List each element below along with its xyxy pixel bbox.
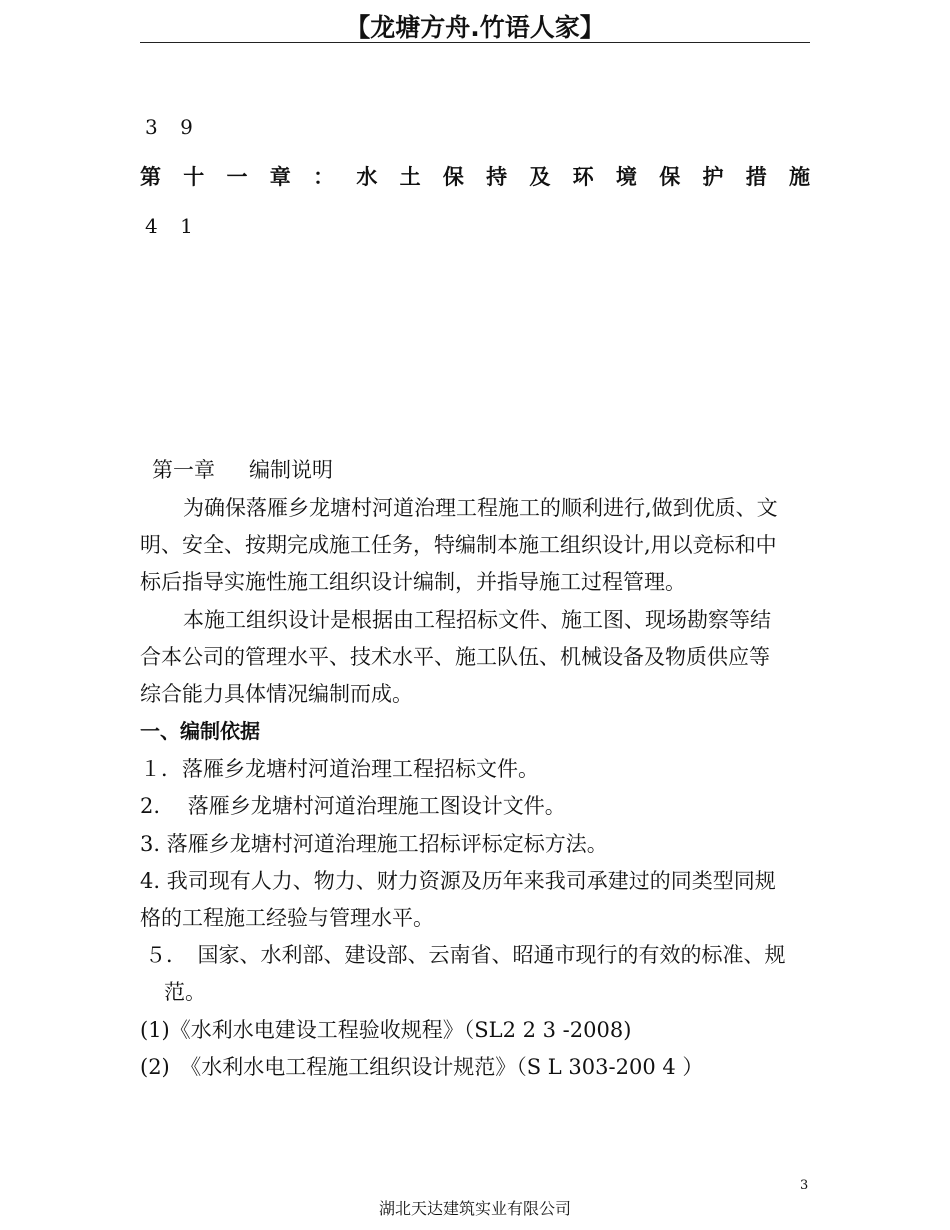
toc-chapter-char: 水 [356,164,378,189]
toc-chapter-char: 措 [745,164,767,189]
list-item: 3. 落雁乡龙塘村河道治理施工招标评标定标方法。 [140,832,608,856]
chapter-title: 编制说明 [249,458,333,482]
toc-chapter-char: 持 [486,164,508,189]
toc-chapter-eleven-title [140,161,810,191]
toc-chapter-char: 施 [788,164,810,189]
toc-chapter-char: 章 [269,164,291,189]
header-divider [140,42,810,43]
footer-company-name: 湖北天达建筑实业有限公司 [378,1199,571,1218]
list-item: 2. 落雁乡龙塘村河道治理施工图设计文件。 [140,794,566,818]
toc-chapter-char: 土 [399,164,421,189]
paragraph-line: 标后指导实施性施工组织设计编制，并指导施工过程管理。 [140,570,686,594]
toc-chapter-char: 保 [442,164,464,189]
toc-chapter-char: 一 [226,164,248,189]
paragraph-line: 明、安全、按期完成施工任务，特编制本施工组织设计,用以竞标和中 [140,533,777,557]
list-item: (1)《水利水电建设工程验收规程》（SL2 2 3 -2008) [140,1018,632,1042]
list-item: ５． 国家、水利部、建设部、云南省、昭通市现行的有效的标准、规 [145,943,786,967]
toc-chapter-char: 第 [140,164,161,189]
toc-chapter-char: 环 [572,164,594,189]
list-item: (2) 《水利水电工程施工组织设计规范》（S L 303-200 4 ） [140,1055,704,1079]
toc-chapter-char: 及 [529,164,551,189]
list-item: １．落雁乡龙塘村河道治理工程招标文件。 [140,757,539,781]
list-item: 范。 [164,980,206,1004]
section-heading: 一、编制依据 [140,719,260,743]
toc-chapter-char: 护 [702,164,724,189]
list-item: 格的工程施工经验与管理水平。 [140,906,434,930]
toc-page-number: 4 1 [145,214,201,238]
toc-chapter-char: 保 [659,164,681,189]
toc-page-number: 3 9 [145,115,201,139]
toc-chapter-char: 十 [183,164,205,189]
list-item: 4. 我司现有人力、物力、财力资源及历年来我司承建过的同类型同规 [140,869,776,893]
paragraph-line: 合本公司的管理水平、技术水平、施工队伍、机械设备及物质供应等 [140,645,770,669]
paragraph-line: 本施工组织设计是根据由工程招标文件、施工图、现场勘察等结 [183,608,771,632]
paragraph-line: 综合能力具体情况编制而成。 [140,682,413,706]
toc-chapter-char: ： [313,164,335,189]
page-number: 3 [800,1178,809,1193]
document-header-title: 【龙塘方舟.竹语人家】 [345,13,605,42]
paragraph-line: 为确保落雁乡龙塘村河道治理工程施工的顺利进行,做到优质、文 [183,496,778,520]
chapter-heading: 第一章 [152,458,215,482]
toc-chapter-char: 境 [615,164,637,189]
